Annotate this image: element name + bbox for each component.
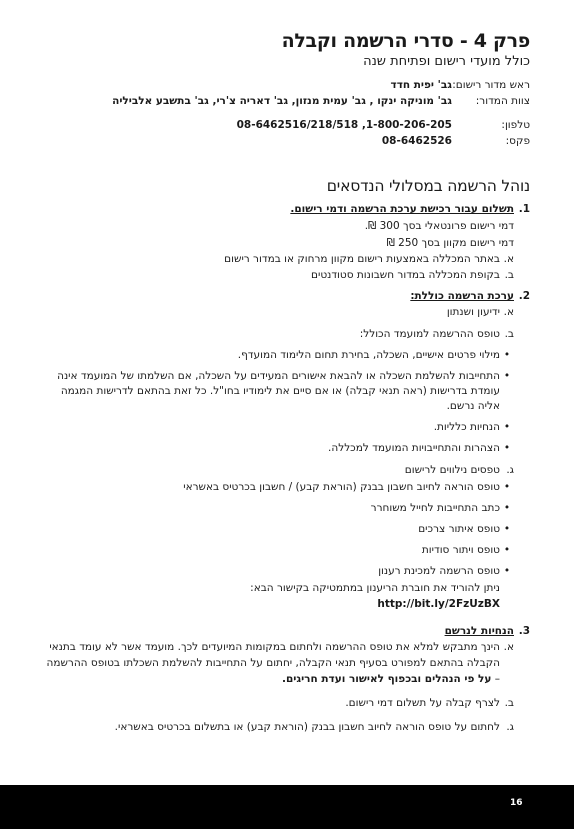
sub-item: [40, 462, 514, 478]
contact-staff-value: גב' מוניקה ינקו , גב' עמית מנזון, גב' דאריה צ'רי, גב' בתשבע אלביליה: [112, 95, 452, 107]
contact-head-row: [40, 78, 530, 92]
sub-item-text: טפסים נילווים לרישום: [404, 464, 500, 476]
bullet-icon: [500, 441, 514, 456]
contact-head-value: גב' יפית חדד: [390, 79, 452, 91]
bullet-item: [40, 522, 514, 537]
item-number: 2.: [518, 290, 530, 302]
sub-item-text: טופס ההרשמה למועמד הכולל:: [359, 328, 500, 340]
bullet-item: [40, 501, 514, 516]
sub-item-label: א.: [503, 253, 514, 265]
sub-item: [40, 639, 514, 687]
sub-item-label: ב.: [504, 328, 514, 340]
bullet-icon: [500, 501, 514, 516]
sub-item-text: לצרף קבלה על תשלום דמי רישום.: [345, 697, 500, 709]
bullet-item: [40, 369, 514, 414]
contact-staff-row: [40, 94, 530, 108]
item-number: 1.: [518, 203, 530, 215]
contact-block: [40, 78, 530, 148]
sub-item-emphasis: על פי הנהלים ובכפוף לאישור ועדת חריגים.: [282, 673, 492, 685]
contact-phone-row: [40, 118, 530, 132]
contact-head-label: ראש מדור רישום:: [452, 79, 530, 91]
bullet-item: [40, 564, 514, 579]
bullet-text: מילוי פרטים אישיים, השכלה, בחירת תחום הלימוד המועדף.: [237, 349, 500, 361]
bullet-text: התחייבות להשלמת השכלה או להבאת אישורים המעידים על השכלה, אם השלמתו של המועמד אינה עומדת בדרישות (ראה תנאי קבלה) או אם סיים את לימודיו בחו"ל. כל זאת בהתאם לדרישות המגמה אליה נרשם.: [57, 370, 500, 412]
sub-item-text: באתר המכללה באמצעות רישום מקוון מרחוק או במדור רישום: [224, 253, 500, 265]
list-item-3: [40, 624, 530, 735]
contact-fax-row: [40, 134, 530, 148]
bullet-text: כתב התחייבות לחייל משוחרר: [370, 502, 500, 514]
sub-item-label: א.: [503, 641, 514, 653]
sub-item-text: הינך מתבקש למלא את טופס ההרשמה ולחתום במקומות המיועדים לכך. מועמד אשר לא עומד בתנאי הקבלה בהתאם למפורט בסעיף תנאי הקבלה, יחתום על התחייבות להשלמת השכלתו בטופס ההרשמה –: [46, 641, 500, 685]
bullet-text: טופס איתור צרכים: [418, 523, 500, 535]
contact-phone-value: 08-6462516/218/518 ,1-800-206-205: [236, 119, 452, 131]
item-text: דמי רישום פרונטאלי בסך 300 ₪.: [364, 220, 514, 232]
sub-item-text: ידיעון ושנתון: [446, 306, 500, 318]
sub-item: [40, 251, 514, 267]
chapter-title: פרק 4 - סדרי הרשמה וקבלה: [281, 30, 530, 52]
sub-item-label: ב.: [504, 697, 514, 709]
item-title: תשלום עבור רכישת ערכת הרשמה ודמי רישום.: [290, 203, 514, 215]
sub-item-label: ב.: [504, 269, 514, 281]
footer-bar: [0, 785, 574, 829]
bullet-text: טופס הוראה לחיוב חשבון בבנק (הוראת קבע) / חשבון בכרטיס באשראי: [183, 481, 500, 493]
page-content: [40, 30, 530, 735]
bullet-icon: [500, 348, 514, 363]
bullet-text: הנחיות כלליות.: [433, 421, 500, 433]
bullet-item: [40, 420, 514, 435]
sub-item: [40, 719, 514, 735]
bullet-icon: [500, 369, 514, 414]
section-title: נוהל הרשמה במסלולי הנדסאים: [326, 177, 530, 195]
bullet-icon: [500, 522, 514, 537]
bullet-item: [40, 543, 514, 558]
contact-fax-value: 08-6462526: [381, 135, 452, 147]
bullet-text: טופס ויתור סודיות: [421, 544, 500, 556]
bullet-item: [40, 441, 514, 456]
bullet-item: [40, 480, 514, 495]
bullet-icon: [500, 420, 514, 435]
link-note: ניתן להוריד את חוברת הריענון במתמטיקה בקישור הבא:: [250, 582, 500, 594]
list-item-1: [40, 202, 530, 283]
bullet-item: [40, 348, 514, 363]
bullet-icon: [500, 480, 514, 495]
contact-staff-label: צוות המדור:: [475, 95, 530, 107]
sub-item-label: ג.: [506, 464, 514, 476]
sub-item: [40, 326, 514, 342]
page-number: 16: [510, 798, 523, 808]
bullet-text: הצהרות והתחייבויות המועמד למכללה.: [328, 442, 500, 454]
item-title: ערכת הרשמה כוללת:: [410, 290, 514, 302]
contact-fax-label: פקס:: [505, 135, 530, 147]
bullet-icon: [500, 543, 514, 558]
sub-item-text: בקופת המכללה במדור חשבונות סטודנטים: [311, 269, 500, 281]
list-item-2: [40, 289, 530, 612]
item-number: 3.: [518, 625, 530, 637]
item-text: דמי רישום מקוון בסך 250 ₪: [386, 237, 514, 249]
refresh-booklet-link[interactable]: http://bit.ly/2FzUzBX: [377, 598, 500, 610]
sub-item: [40, 695, 514, 711]
bullet-text: טופס הרשמה למכינת רענון: [378, 565, 500, 577]
sub-item-label: ג.: [506, 721, 514, 733]
sub-item-text: לחתום על טופס הוראה לחיוב חשבון בבנק (הוראת קבע) או בתשלום בכרטיס באשראי.: [114, 721, 500, 733]
bullet-icon: [500, 564, 514, 579]
contact-phone-label: טלפון:: [501, 119, 530, 131]
sub-item: [40, 304, 514, 320]
sub-item-label: א.: [503, 306, 514, 318]
item-title: הנחיות לנרשם: [444, 625, 514, 637]
chapter-subtitle: כולל מועדי רישום ופתיחת שנה: [363, 54, 530, 69]
sub-item: [40, 267, 514, 283]
